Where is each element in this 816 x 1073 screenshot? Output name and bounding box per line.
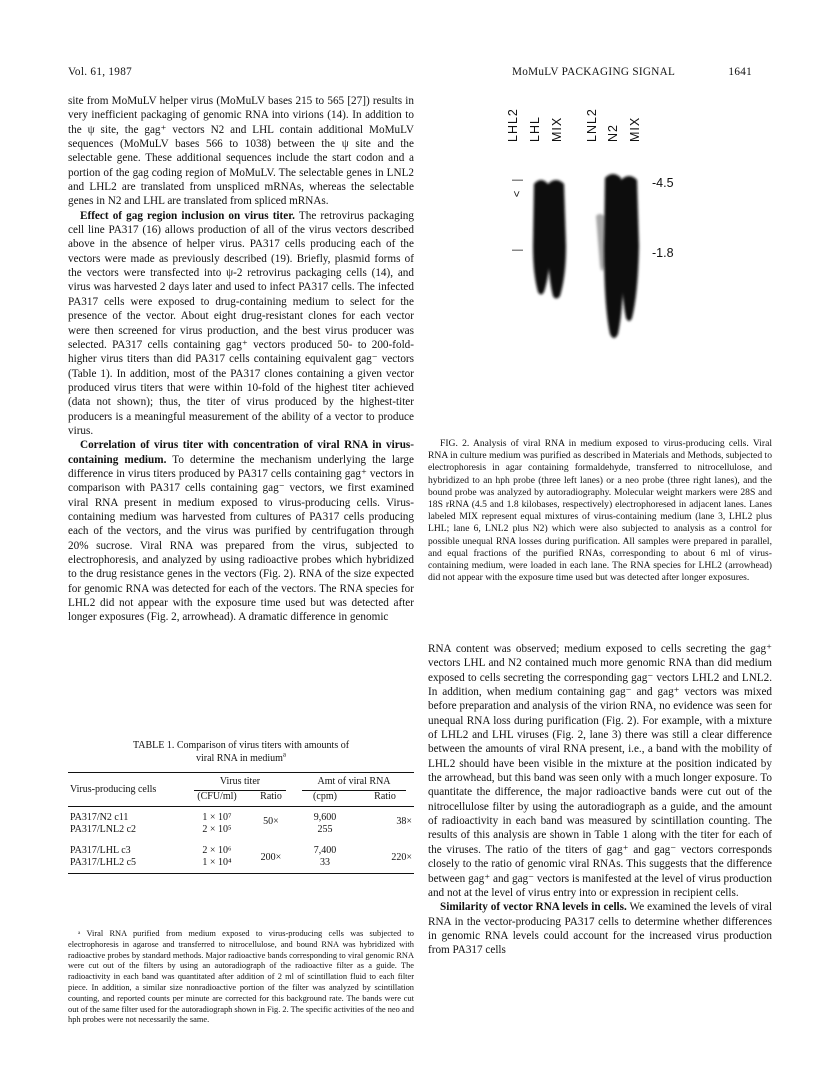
table-cell: 1 × 10⁴ <box>186 857 248 874</box>
column-header: Virus-producing cells <box>68 773 186 807</box>
titer-table <box>68 772 414 874</box>
table-row <box>68 836 414 857</box>
table-cell: 9,600 <box>313 812 337 823</box>
table-row <box>68 807 414 825</box>
section-heading: Correlation of virus titer with concentration of viral RNA in virus-containing medium. <box>68 439 414 466</box>
section-heading: Effect of gag region inclusion on virus titer. <box>80 209 295 222</box>
table-cell: 50× <box>263 815 279 827</box>
table-cell: PA317/N2 c11 <box>70 812 129 823</box>
column-group-header <box>186 773 294 792</box>
table-cell: PA317/LNL2 c2 <box>70 824 137 835</box>
rna-band <box>621 176 639 321</box>
footnote-text: ᵃ Viral RNA purified from medium exposed to virus-producing cells was subjected to electrophoresis in agarose and transferred to nitrocellulose, and bound RNA was hybridized with radioactive probes by standard methods. Major radioactive bands corresponding to viral genomic RNA were cut out of the filters by using an autoradiograph of the radioactive filter as a guide. The radioactivity in each band was quantitated after addition of 2 ml of scintillation fluid to each filter piece. In addition, a similar size nonradioactive portion of the filter was analyzed by scintillation counting, and reported counts per minute are corrected for this background rate. The bands were cut out of the same filter used for the autoradiograph shown in Fig. 2. The specific activities of the neo and hph probes were not necessarily the same. <box>68 929 414 1025</box>
paragraph <box>68 209 414 439</box>
table-cell: 1 × 10⁷ <box>202 812 232 823</box>
table-footnote <box>68 929 414 1026</box>
section-body: The retrovirus packaging cell line PA317 (16) allows production of all of the virus vectors described above in the absence of helper virus. PA317 cells producing each of the vectors were made as previously described (19). Briefly, plasmid forms of the vectors were transfected into ψ-2 retrovirus packaging cells (14), and virus was harvested 2 days later and used to infect PA317 cells. The infected PA317 cells were exposed to drug-containing medium to select for the presence of the vector. About eight drug-resistant clones for each vector were then screened for virus production, and the best virus producer was selected. PA317 cells containing gag⁺ vectors produced 50- to 200-fold-higher virus titers than did PA317 cells containing equivalent gag⁻ vectors (Table 1). In addition, most of the PA317 clones containing a given vector produced virus titers that were within 10-fold of the highest titer achieved (data not shown); thus, the titer of virus produced by the highest-titer producers is a meaningful measurement of the ability of a vector to produce virus. <box>68 209 414 437</box>
lane-label: MIX <box>550 116 564 142</box>
page-number: 1641 <box>728 66 752 78</box>
rna-band <box>548 180 566 299</box>
table-title-text: viral RNA in medium <box>195 753 283 764</box>
paragraph <box>428 900 772 957</box>
rna-band <box>596 214 604 271</box>
autoradiograph-bands <box>484 96 744 426</box>
left-column <box>68 94 414 625</box>
table-cell: 200× <box>260 851 282 863</box>
paragraph <box>68 438 414 624</box>
section-body: We examined the levels of viral RNA in the vector-producing PA317 cells to determine whether differences in genomic RNA levels could account for the increased virus production from PA317 cells <box>428 901 772 957</box>
column-group-header <box>294 773 414 792</box>
section-heading: Similarity of vector RNA levels in cells. <box>440 901 627 914</box>
table-cell: 220× <box>391 851 412 863</box>
lane-label: LHL2 <box>506 108 520 142</box>
column-header: Ratio <box>248 791 294 807</box>
column-header: Ratio <box>356 791 414 807</box>
column-header: (CFU/ml) <box>186 791 248 807</box>
footnote-marker: a <box>282 750 287 759</box>
figure-caption <box>428 438 772 584</box>
size-marker: -1.8 <box>652 246 674 260</box>
journal-volume: Vol. 61, 1987 <box>68 66 132 78</box>
table-title <box>68 739 414 765</box>
tick-mark: — <box>512 174 523 186</box>
size-marker: -4.5 <box>652 176 674 190</box>
table-cell: PA317/LHL c3 <box>70 845 131 856</box>
paragraph: RNA content was observed; medium exposed to cells secreting the gag⁺ vectors LHL and N2 contained much more genomic RNA than did medium exposed to cells secreting the corresponding gag⁻ vectors LHL2 and LNL2. In addition, when medium containing gag⁻ and gag⁺ vectors was mixed before preparation and analysis of the virion RNA, no evidence was seen for unequal RNA loss during purification (Fig. 2). For example, with a mixture of LHL2 and LHL viruses (Fig. 2, lane 3) there was still a clear difference between the amounts of viral RNA present, i.e., a band with the mobility of LHL2 should have been visible in the mixture at the position indicated by the arrowhead, but this band was seen only with a much longer exposure. To quantitate the difference, the major radioactive bands were cut out of the nitrocellulose filter by using the autoradiograph as a guide, and the amount of radioactivity in each band was measured by scintillation counting. The results of this analysis are shown in Table 1 along with the titer for each of the viruses. The ratio of the titers of gag⁺ and gag⁻ vectors corresponds closely to the ratio of genomic viral RNAs. This suggests that the difference between gag⁺ and gag⁻ vectors is manifested at the level of virus production and not at the level of virus entry into or expression in recipient cells. <box>428 643 772 899</box>
lane-label: LHL <box>528 116 542 142</box>
table-cell: 7,400 <box>313 845 337 856</box>
table-rule-row <box>68 874 414 875</box>
table-cell: 2 × 10⁶ <box>202 845 232 856</box>
table-cell: 2 × 10⁵ <box>202 824 232 835</box>
column-header: (cpm) <box>294 791 356 807</box>
table-cell: 33 <box>294 857 356 874</box>
caption-text: FIG. 2. Analysis of viral RNA in medium exposed to virus-producing cells. Viral RNA in culture medium was purified as described in Materials and Methods, subjected to electrophoresis in agar containing formaldehyde, transferred to nitrocellulose, and hybridized to an hph probe (three left lanes) or a neo probe (three right lanes), and the bound probe was analyzed by autoradiography. Molecular weight markers were 28S and 18S rRNA (4.5 and 1.8 kilobases, respectively) electrophoresed in adjacent lanes. Lanes labeled MIX represent equal mixtures of virus-containing medium (lane 3, LHL2 plus LHL; lane 6, LNL2 plus N2) which were also subjected to analysis as a control for possible unequal RNA losses during purification. All samples were prepared in parallel, and equal fractions of the purified RNAs, corresponding to about 6 ml of virus-containing medium, were loaded in each lane. The RNA species for LHL2 (arrowhead) did not appear with the exposure time used but was detected after longer exposures. <box>428 438 772 584</box>
paragraph: site from MoMuLV helper virus (MoMuLV bases 215 to 565 [27]) results in very inefficient packaging of genomic RNA into virions (14). In addition to the ψ site, the gag⁺ vectors N2 and LHL contain additional MoMuLV sequences (MoMuLV bases 566 to 1038) between the ψ site and the selectable gene. These additional sequences include the start codon and a portion of the gag coding region of MoMuLV. The selectable genes in LNL2 and LHL2 are translated from unspliced mRNAs, whereas the selectable genes in N2 and LHL are translated from spliced mRNAs. <box>68 95 414 208</box>
table-cell: 38× <box>396 815 412 827</box>
rna-band <box>533 180 550 295</box>
right-column <box>428 642 772 958</box>
blot-figure <box>484 96 744 426</box>
table-title-line: TABLE 1. Comparison of virus titers with amounts of <box>132 740 350 751</box>
table-title-line <box>68 752 414 765</box>
tick-mark: — <box>512 244 523 256</box>
section-body: To determine the mechanism underlying the large difference in virus titers produced by PA317 cells containing gag⁺ vectors in comparison with PA317 cells containing gag⁻ vectors, we first examined viral RNA present in medium exposed to virus-producing cells. Virus-containing medium was harvested from cultures of PA317 cells producing each of the vectors, and the virus was purified by centrifugation through 20% sucrose. Viral RNA was prepared from the virus, subjected to electrophoresis, and analyzed by using radioactive probes which hybridized to the drug resistance genes in the vectors (Fig. 2). RNA of the size expected for genomic RNA was detected for each of the vectors. The RNA species for LHL2 did not appear with the exposure time used but was detected after longer exposures (Fig. 2, arrowhead). A dramatic difference in genomic <box>68 453 414 624</box>
lane-label: MIX <box>628 116 642 142</box>
column-group-label: Amt of viral RNA <box>317 776 391 787</box>
lane-label: LNL2 <box>585 108 599 142</box>
table-cell: 255 <box>317 824 333 835</box>
running-title: MoMuLV PACKAGING SIGNAL <box>512 66 676 78</box>
table-cell: PA317/LHL2 c5 <box>68 857 186 874</box>
arrowhead-icon: > <box>510 190 523 198</box>
table-header-row <box>68 773 414 792</box>
column-group-label: Virus titer <box>219 776 261 787</box>
lane-label: N2 <box>606 124 620 142</box>
